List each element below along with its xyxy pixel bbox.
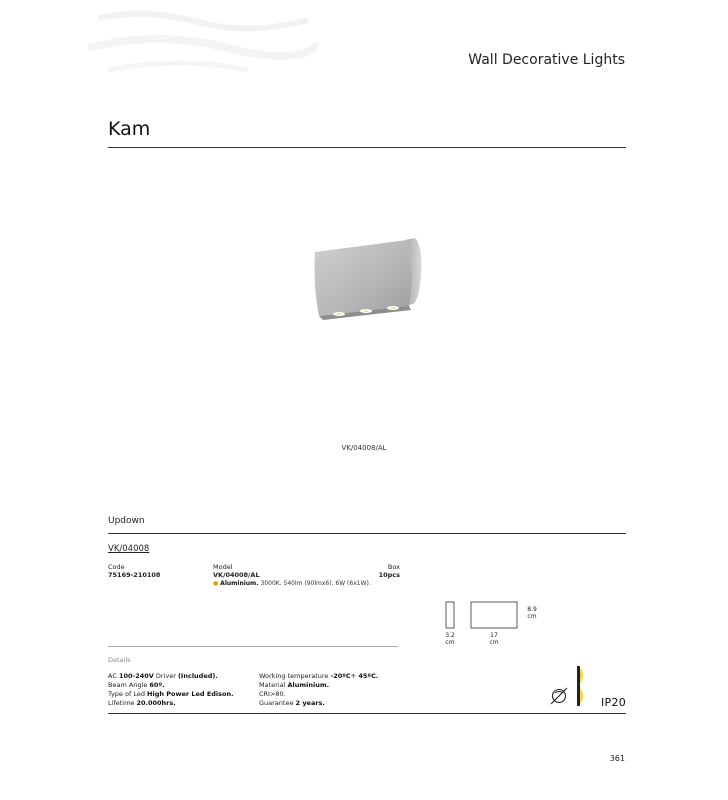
- product-image: [311, 236, 425, 320]
- non-dimmable-icon: [551, 688, 567, 704]
- product-description: [213, 580, 371, 587]
- length-dimension: 17 cm: [489, 632, 499, 646]
- spec-driver: AC 100-240V Driver (Included).: [108, 672, 218, 680]
- model-value: VK/04008/AL: [213, 571, 260, 579]
- details-right: [259, 672, 378, 708]
- family-divider: [108, 533, 626, 534]
- spec-lifetime: Lifetime 20.000hrs.: [108, 699, 176, 707]
- box-header: Box: [387, 563, 400, 571]
- spec-led-type: Type of Led High Power Led Edison.: [108, 690, 234, 698]
- box-value: 10pcs: [378, 571, 400, 579]
- finish-swatch-icon: ●: [213, 580, 219, 587]
- height-dimension: 8.9 cm: [527, 606, 537, 620]
- code-value: 75169-210108: [108, 571, 161, 579]
- up-down-light-icon: [577, 666, 583, 706]
- spec-cri: CRI>80.: [259, 690, 286, 698]
- spec-material: Material Aluminium.: [259, 681, 330, 689]
- image-caption: VK/04008/AL: [341, 444, 387, 452]
- page-number: 361: [609, 754, 625, 763]
- watermark-graphic: [88, 8, 318, 78]
- spec-working-temperature: Working temperature -20ºC÷ 45ºC.: [259, 672, 379, 680]
- spec-beam-angle: Beam Angle 60º.: [108, 681, 165, 689]
- feature-icons: [548, 664, 588, 708]
- catalog-category: Wall Decorative Lights: [468, 52, 625, 68]
- code-column: [108, 563, 160, 579]
- details-divider: [108, 713, 626, 714]
- spec-guarantee: Guarantee 2 years.: [259, 699, 325, 707]
- product-reference: VK/04008: [108, 544, 150, 554]
- code-header: Code: [108, 563, 125, 571]
- ip-rating: IP20: [601, 696, 627, 709]
- family-label: Updown: [108, 516, 145, 526]
- description-material: Aluminium.: [220, 580, 259, 587]
- model-column: [213, 563, 260, 579]
- dimension-drawing: [440, 600, 550, 650]
- details-heading: Details: [108, 656, 131, 664]
- description-specs: 3000K. 540lm (90lmx6). 6W (6x1W).: [258, 580, 371, 587]
- depth-dimension: 3.2 cm: [445, 632, 455, 646]
- details-left: [108, 672, 234, 708]
- product-title: Kam: [108, 118, 151, 140]
- box-column: [370, 563, 400, 579]
- title-divider: [108, 147, 626, 148]
- table-divider: [108, 646, 398, 647]
- model-header: Model: [213, 563, 233, 571]
